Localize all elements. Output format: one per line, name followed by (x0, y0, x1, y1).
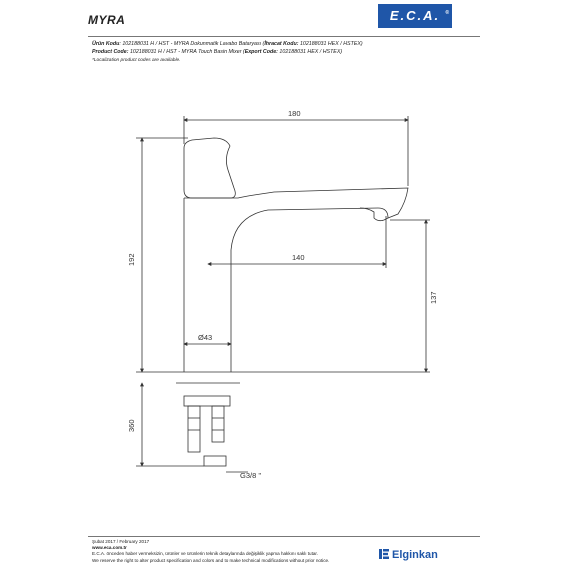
hose-nut (184, 396, 230, 406)
dim-hose-label: 360 (127, 419, 136, 432)
footer-url[interactable]: www.eca.com.tr (92, 545, 127, 550)
dim-width-label: 180 (288, 109, 301, 118)
tr-code-text: : 102188031 H / HST - MYRA Dokunmatik Lavabo Bataryası ( (119, 41, 265, 47)
tr-code-line (92, 41, 363, 48)
tr-code-label: Ürün Kodu (92, 41, 120, 47)
faucet-body (184, 198, 388, 372)
hose-right (212, 406, 224, 442)
dim-thread-label: G3/8 '' (240, 471, 262, 480)
en-code-label: Product Code: (92, 49, 129, 55)
en-code-line (92, 49, 342, 56)
elginkan-logo-icon (379, 549, 389, 559)
footer-divider (88, 536, 480, 537)
footer-date: Şubat 2017 / February 2017 (92, 539, 150, 544)
tr-export-label: İhracat Kodu: (264, 41, 299, 47)
en-code-text: 102188031 H / HST - MYRA Touch Basin Mixer ( (128, 49, 245, 55)
page-title: MYRA (88, 13, 126, 27)
hose-end-nut (204, 456, 226, 466)
dim-height-label: 192 (127, 253, 136, 266)
elginkan-brand: Elginkan (392, 549, 438, 561)
tr-export-text: 102188031 HEX / HSTEX) (298, 41, 363, 47)
en-export-text: 102188031 HEX / HSTEX) (277, 49, 343, 55)
eca-logo (378, 4, 452, 28)
dim-diameter-label: Ø43 (198, 333, 213, 342)
hose-left (188, 406, 200, 452)
footer-note-tr: E.C.A. önceden haber vermeksizin, ürünler ve ürünlerin teknik detaylarında değişiklik yapma hakkını saklı tutar. (92, 551, 318, 556)
faucet-handle (184, 138, 235, 198)
logo-text: E.C.A. (389, 8, 441, 23)
dim-reach-label: 140 (292, 253, 305, 262)
localization-note: *Localization product codes are available. (92, 58, 181, 63)
registered-mark: ® (445, 10, 449, 16)
en-export-label: Export Code: (244, 49, 278, 55)
footer-note-en: We reserve the right to alter product specification and colors and to make technical modifications without prior notice. (92, 558, 330, 563)
technical-drawing (88, 100, 468, 480)
header-divider (88, 36, 480, 37)
dim-spout-height-label: 137 (429, 291, 438, 304)
